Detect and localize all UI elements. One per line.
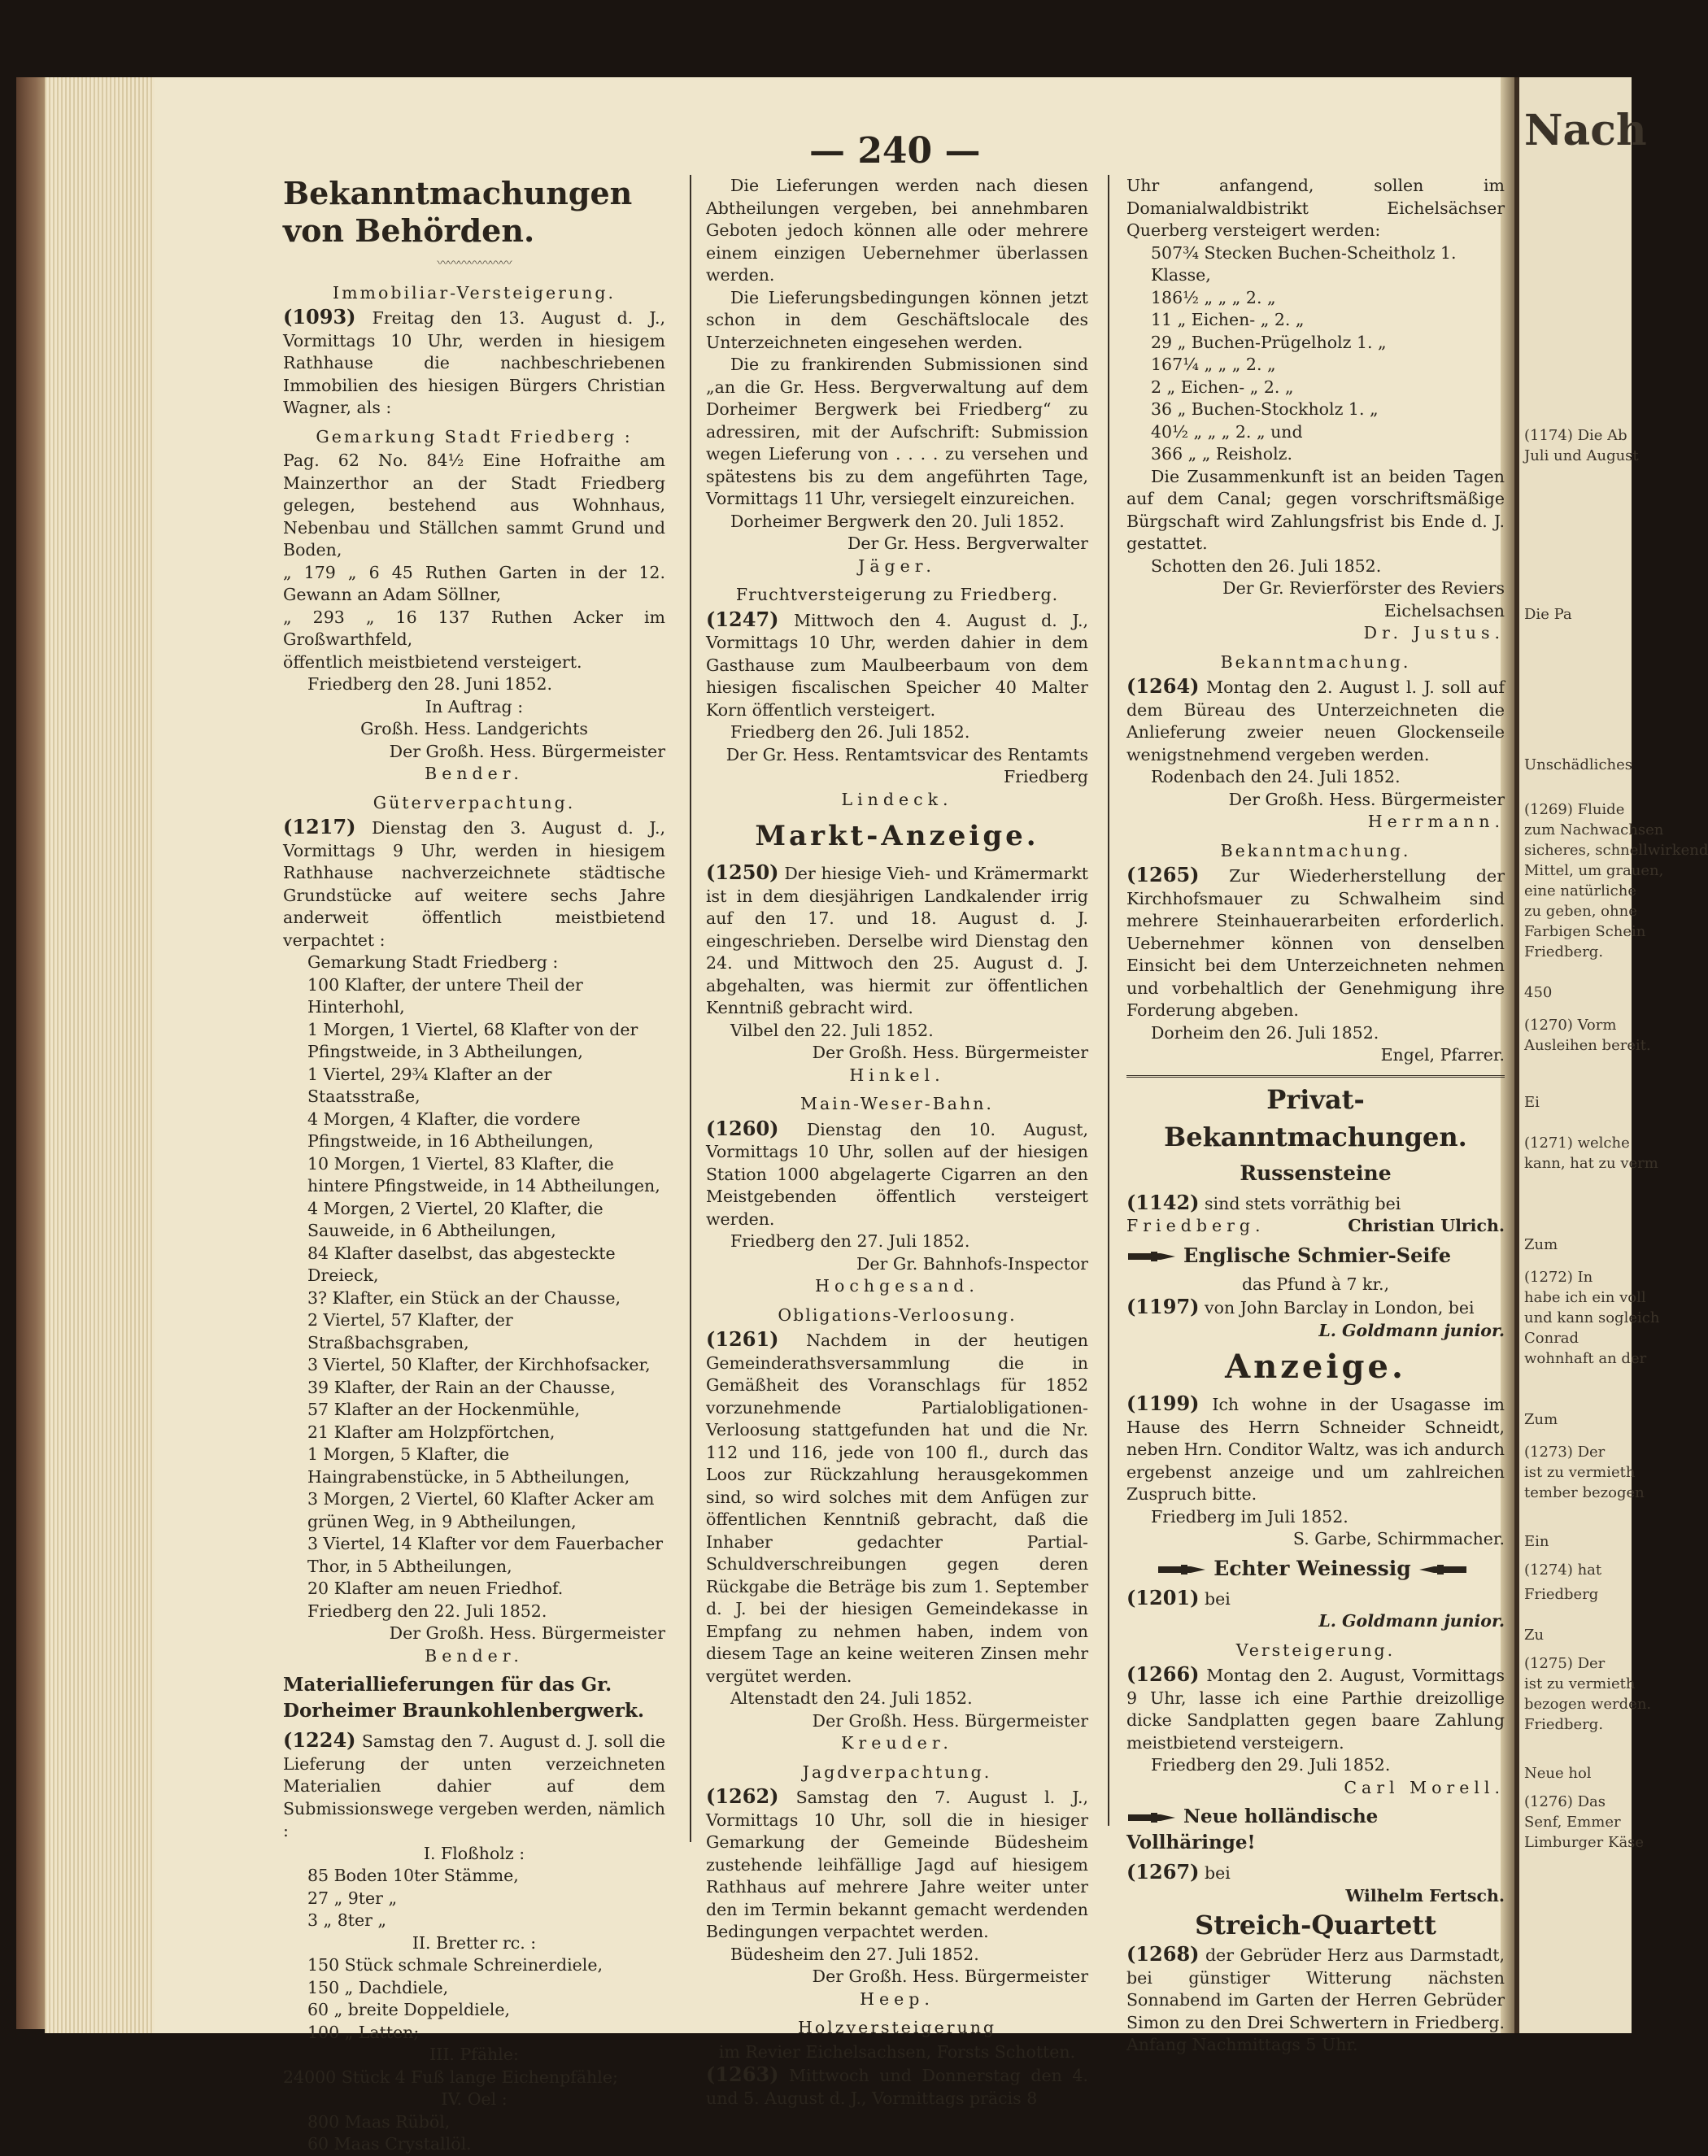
list-item: 57 Klafter an der Hockenmühle, [307,1400,580,1419]
list-item: 1 Morgen, 5 Klafter, die Haingrabenstücke, in 5 Abtheilungen, [307,1444,630,1487]
facing-page-line: Ein [1524,1533,1549,1550]
notice-text: Samstag den 7. August d. J. soll die Lieferung der unten verzeichneten Materialien dahier auf dem Submissionswege vergeben werden, nämlich : [283,1731,665,1840]
list-item: 3 Viertel, 50 Klafter, der Kirchhofsacker, [307,1355,651,1374]
list-item: 167¼ „ „ „ 2. „ [1151,355,1276,374]
facing-page-line: (1272) In [1524,1269,1593,1286]
list-item: 40½ „ „ „ 2. „ und [1151,421,1303,442]
notice-number: (1247) [706,607,779,631]
facing-page-line: wohnhaft an der [1524,1350,1647,1367]
list-item: 150 „ Dachdiele, [307,1977,449,1997]
notice-text: Montag den 2. August l. J. soll auf dem Büreau des Unterzeichneten die Anlieferung zweier neuen Glockenseile wenigstnehmend vergeben werden. [1126,677,1505,764]
section-heading: Bekanntmachungen von Behörden. [283,175,633,249]
facing-page-line: Ausleihen bereit. [1524,1037,1651,1054]
list-heading: II. Bretter rc. : [412,1932,537,1953]
authority: Der Großh. Hess. Bürgermeister [812,1710,1088,1731]
facing-page-line: Conrad [1524,1330,1579,1347]
notice-number: (1268) [1126,1942,1200,1966]
notice-title: Markt-Anzeige. [755,820,1039,852]
notice-number: (1262) [706,1784,779,1808]
notice-number: (1224) [283,1728,356,1752]
facing-page-line: (1276) Das [1524,1793,1606,1810]
notice-text: Mittwoch und Donnerstag den 4. und 5. August d. J., Vormittags präcis 8 [706,2066,1088,2108]
facing-page-line: (1275) Der [1524,1655,1606,1672]
ornament-divider: 〰〰〰〰〰〰〰 [437,257,512,270]
list-item: 1 Morgen, 1 Viertel, 68 Klafter von der Pfingstweide, in 3 Abtheilungen, [307,1019,638,1061]
place-date: Rodenbach den 24. Juli 1852. [1151,767,1401,786]
notice-number: (1265) [1126,863,1200,886]
facing-page-line: Mittel, um grauen, [1524,862,1664,879]
ad-title: Anzeige. [1225,1348,1406,1386]
place-date: Vilbel den 22. Juli 1852. [730,1020,934,1040]
list-item: 60 Maas Crystallöl. [307,2134,472,2154]
notice-title: Main-Weser-Bahn. [800,1094,994,1113]
facing-page-line: Friedberg. [1524,943,1604,960]
ad-1201 [1126,1587,1505,1611]
ad-title: Versteigerung. [1235,1640,1396,1660]
notice-1260 [706,1117,1088,1231]
ad-1197 [1126,1296,1505,1320]
ad-text: Ich wohne in der Usagasse im Hause des Herrn Schneider Schneidt, neben Hrn. Conditor Waltz, was ich andurch ergebenst anzeige und um zahlreichen Zuspruch bitte. [1126,1395,1505,1504]
signature: Herrmann. [1367,812,1505,831]
notice-number: (1261) [706,1327,779,1351]
facing-page-line: (1270) Vorm [1524,1017,1617,1034]
place-date: Dorheimer Bergwerk den 20. Juli 1852. [730,511,1065,531]
ad-1142 [1126,1191,1505,1216]
merchant-name: Christian Ulrich. [1348,1216,1505,1235]
notice-1265 [1126,864,1505,1022]
authority: Der Gr. Hess. Rentamtsvicar des Rentamts Friedberg [725,744,1088,786]
ad-text: von John Barclay in London, bei [1205,1298,1475,1318]
facing-page-line: ist zu vermieth [1524,1464,1636,1481]
list-item: 186½ „ „ „ 2. „ [1151,287,1276,307]
facing-page-line: Neue hol [1524,1765,1592,1782]
ad-text: der Gebrüder Herz aus Darmstadt, bei günstiger Witterung nächsten Sonnabend im Garten der Herren Gebrüder Simon zu den Drei Schwertern in Friedberg. Anfang Nachmittags 5 Uhr. [1126,1945,1505,2054]
notice-title: Materiallieferungen für das Gr. Dorheimer Braunkohlenbergwerk. [283,1674,644,1722]
ad-title: Neue holländische Vollhäringe! [1126,1805,1379,1853]
list-item: 27 „ 9ter „ [307,1888,398,1908]
signature: Bender. [425,764,524,783]
column-2 [706,175,1088,2110]
facing-page-line: tember bezogen [1524,1484,1645,1501]
place-date: Friedberg. [1126,1216,1266,1235]
notice-text: Die Zusammenkunft ist an beiden Tagen auf dem Canal; gegen vorschriftsmäßige Bürgschaft wird Zahlungsfrist bis Ende d. J. gestattet. [1126,466,1505,553]
facing-page-line: zu geben, ohne [1524,903,1637,920]
list-item: 3 Viertel, 14 Klafter vor dem Fauerbacher Thor, in 5 Abtheilungen, [307,1534,664,1576]
place-date: Friedberg den 27. Juli 1852. [730,1231,970,1251]
list-item: 39 Klafter, der Rain an der Chausse, [307,1377,616,1397]
notice-1224 [283,1729,665,1843]
facing-page-line: sicheres, schnellwirkend [1524,842,1708,859]
notice-text: Der hiesige Vieh- und Krämermarkt ist in dem diesjährigen Landkalender irrig auf den 17. und 18. August d. J. eingeschrieben. Derselbe wird Dienstag den 24. und Mittwoch den 25. August d. J. abgehalten, was hiermit zur öffentlichen Kenntniß gebracht wird. [706,864,1088,1017]
place-date: Friedberg den 29. Juli 1852. [1151,1755,1391,1775]
facing-page-line: (1271) welche [1524,1135,1630,1152]
signature: Heep. [860,1988,935,2009]
notice-number: (1266) [1126,1662,1200,1686]
notice-1093 [283,306,665,420]
facing-page-line: (1274) hat [1524,1561,1602,1579]
authority: Der Gr. Hess. Bergverwalter [847,534,1088,553]
list-item: 100 Klafter, der untere Theil der Hinterhohl, [307,974,583,1017]
notice-1247 [706,608,1088,722]
facing-page-line: Zum [1524,1411,1558,1428]
notice-1262 [706,1785,1088,1944]
facing-page [1514,77,1708,2033]
gemarkung-label: Gemarkung Stadt Friedberg : [307,952,559,972]
list-item: 3? Klafter, ein Stück an der Chausse, [307,1287,621,1308]
ad-text: sind stets vorräthig bei [1205,1193,1401,1213]
ad-title-row [1126,1556,1505,1582]
notice-1250 [706,861,1088,1020]
signature: Kreuder. [841,1733,953,1753]
place-date: Schotten den 26. Juli 1852. [1151,555,1382,576]
notice-1261 [706,1328,1088,1688]
place-date: Friedberg im Juli 1852. [1151,1506,1349,1527]
facing-page-line: Friedberg. [1524,1716,1604,1733]
notice-1217 [283,816,665,952]
list-item: 21 Klafter am Holzpförtchen, [307,1422,556,1442]
notice-number: (1217) [283,815,356,838]
list-item: 507¾ Stecken Buchen-Scheitholz 1. Klasse, [1151,242,1457,285]
pointing-hand-icon [1157,1561,1207,1578]
list-item: 2 „ Eichen- „ 2. „ [1151,377,1294,397]
notice-title: Güterverpachtung. [373,792,576,812]
notice-text: Samstag den 7. August l. J., Vormittags 10 Uhr, soll die in hiesiger Gemarkung der Gemeinde Büdesheim zustehende leihfällige Jagd auf hiesigem Rathhaus auf mehrere Jahre weiter unter den im Termin bekannt gemacht werdenden Bedingungen verpachtet werden. [706,1788,1088,1941]
notice-1263 [706,2063,1088,2110]
ad-1267 [1126,1861,1505,1885]
pointing-hand-icon [1126,1810,1177,1826]
notice-title: Jagdverpachtung. [802,1762,992,1782]
notice-number: (1199) [1126,1392,1200,1415]
section-heading: Privat-Bekanntmachungen. [1164,1083,1467,1152]
place-date: Friedberg den 28. Juni 1852. [307,674,553,694]
list-item: 4 Morgen, 2 Viertel, 20 Klafter, die Sauweide, in 6 Abtheilungen, [307,1198,603,1240]
list-item: 4 Morgen, 4 Klafter, die vordere Pfingstweide, in 16 Abtheilungen, [307,1108,594,1151]
merchant-name: L. Goldmann junior. [1318,1611,1505,1631]
signature: Bender. [425,1645,524,1666]
facing-page-line: Ei [1524,1094,1540,1111]
authority: Großh. Hess. Landgerichts [360,719,588,738]
list-item: 150 Stück schmale Schreinerdiele, [307,1955,603,1975]
notice-number: (1260) [706,1116,779,1140]
signature: Lindeck. [841,789,953,809]
list-item: 60 „ breite Doppeldiele, [307,2000,510,2019]
ad-text: Montag den 2. August, Vormittags 9 Uhr, lasse ich eine Parthie dreizollige dicke Sandplatten gegen baare Zahlung meistbietend versteigern. [1126,1666,1505,1753]
list-item: 29 „ Buchen-Prügelholz 1. „ [1151,332,1387,352]
ad-title: Echter Weinessig [1213,1556,1411,1580]
notice-number: (1201) [1126,1585,1200,1609]
facing-page-line: habe ich ein voll [1524,1289,1646,1306]
notice-number: (1267) [1126,1860,1200,1884]
list-item: 1 Viertel, 29¾ Klafter an der Staatsstraße, [307,1064,552,1106]
merchant-name: L. Goldmann junior. [1318,1320,1505,1340]
facing-page-line: (1269) Fluide [1524,801,1625,818]
facing-page-line: ist zu vermieth [1524,1675,1636,1692]
facing-page-line: Juli und August [1524,447,1639,464]
signature: Hinkel. [849,1065,945,1085]
place-date: Dorheim den 26. Juli 1852. [1151,1022,1379,1043]
facing-page-line: 450 [1524,984,1553,1001]
ad-1268 [1126,1943,1505,2057]
notice-title: Holzversteigerung [797,2018,997,2037]
list-item: 10 Morgen, 1 Viertel, 83 Klafter, die hintere Pfingstweide, in 14 Abtheilungen, [307,1153,660,1196]
notice-text: Zur Wiederherstellung der Kirchhofsmauer zu Schwalheim sind mehrere Steinhauerarbeiten erforderlich. Uebernehmer können von denselben Einsicht bei dem Unterzeichneten nehmen und vorbehaltlich der Genehmigung ihre Forderung abgeben. [1126,866,1505,1020]
facing-page-line: und kann sogleich [1524,1309,1660,1326]
facing-page-line: bezogen werden. [1524,1696,1652,1713]
list-item: 366 „ „ Reisholz. [1151,444,1292,464]
merchant-name: Wilhelm Fertsch. [1345,1885,1505,1906]
notice-text: Dienstag den 10. August, Vormittags 10 Uhr, sollen auf der hiesigen Station 1000 abgelagerte Cigarren an den Meistgebenden öffentlich versteigert werden. [706,1119,1088,1229]
list-item: „ 179 „ 6 45 Ruthen Garten in der 12. Gewann an Adam Söllner, [283,562,665,604]
ad-title-row [1126,1243,1505,1269]
notice-title: Bekanntmachung. [1220,651,1411,672]
authority: Der Großh. Hess. Bürgermeister [812,1043,1088,1062]
facing-page-line: Friedberg [1524,1586,1599,1603]
facing-page-line: (1174) Die Ab [1524,427,1627,444]
list-item: 36 „ Buchen-Stockholz 1. „ [1151,399,1379,419]
place-date: Friedberg den 26. Juli 1852. [730,722,970,742]
ad-title-row [1126,1804,1505,1856]
notice-text: Freitag den 13. August d. J., Vormittags 10 Uhr, werden in hiesigem Rathhause die nachbeschriebenen Immobilien des hiesigen Bürgers Christian Wagner, als : [283,308,665,417]
list-item: 20 Klafter am neuen Friedhof. [307,1579,564,1598]
notice-text: Mittwoch den 4. August d. J., Vormittags 10 Uhr, werden dahier in dem Gasthause zum Maulbeerbaum von dem hiesigen fiscalischen Speicher 40 Malter Korn öffentlich versteigert. [706,610,1088,720]
column-rule-2 [1108,175,1109,1826]
notice-text: Dienstag den 3. August d. J., Vormittags 9 Uhr, werden in hiesigem Rathhause nachverzeichnete städtische Grundstücke auf weitere sechs Jahre anderweit öffentlich meistbietend verpachtet : [283,818,665,950]
facing-page-line: (1273) Der [1524,1444,1606,1461]
authority: Der Großh. Hess. Bürgermeister [389,741,665,761]
column-1 [283,175,665,2156]
signature: Engel, Pfarrer. [1380,1045,1505,1065]
notice-text: öffentlich meistbietend versteigert. [283,651,582,672]
place-date: Friedberg den 22. Juli 1852. [307,1601,547,1621]
pointing-hand-icon [1418,1561,1468,1578]
facing-page-line: Unschädliches [1524,756,1633,773]
list-item: 24000 Stück 4 Fuß lange Eichenpfähle; [283,2067,618,2087]
authority: Der Großh. Hess. Bürgermeister [1228,789,1505,809]
place-date: Altenstadt den 24. Juli 1852. [730,1688,973,1708]
list-heading: I. Floßholz : [423,1843,525,1863]
ad-title: Englische Schmier-Seife [1183,1243,1452,1267]
notice-number: (1264) [1126,674,1200,698]
notice-title: Obligations-Verloosung. [778,1304,1017,1325]
list-item: 100 „ Latten; [307,2022,420,2042]
list-item: 85 Boden 10ter Stämme, [307,1866,519,1885]
notice-subtitle: im Revier Eichelsachsen, Forsts Schotten. [718,2041,1076,2062]
authority: Der Großh. Hess. Bürgermeister [812,1967,1088,1986]
notice-number: (1197) [1126,1295,1200,1318]
signature: Dr. Justus. [1363,623,1505,642]
facing-page-line: Farbigen Schein [1524,923,1646,940]
ad-1266 [1126,1663,1505,1754]
ad-title: Streich-Quartett [1195,1910,1436,1940]
notice-text: Die Lieferungen werden nach diesen Abtheilungen vergeben, bei annehmbaren Geboten jedoch können alle oder mehrere einem einzigen Uebernehmer überlassen werden. [706,176,1088,285]
list-heading: III. Pfähle: [429,2045,519,2064]
column-rule-1 [690,175,691,1842]
facing-page-line: Limburger Käse [1524,1834,1645,1851]
gemarkung-label: Gemarkung Stadt Friedberg : [316,426,633,446]
ad-text: bei [1205,1863,1231,1883]
facing-page-line: Nach [1524,106,1647,155]
notice-text: Die zu frankirenden Submissionen sind „an die Gr. Hess. Bergverwaltung auf dem Dorheimer Bergwerk bei Friedberg“ zu adressiren, mit der Aufschrift: Submission wegen Lieferung von . . . . zu versehen und spätestens bis zu dem angeführten Tage, Vormittags 11 Uhr, versiegelt einzureichen. [706,355,1088,508]
list-item: 11 „ Eichen- „ 2. „ [1151,310,1305,329]
ad-title: Russensteine [1240,1161,1392,1185]
notice-text: Nachdem in der heutigen Gemeinderathsversammlung die in Gemäßheit des Voranschlags für 1852 vorzunehmende Partialobligationen-Verloosung stattgefunden hat und die Nr. 112 und 116, jede von 100 fl., durch das Loos zur Rückzahlung herausgekommen sind, so wird solches mit dem Anfügen zur öffentlichen Kenntniß gebracht, daß die Inhaber gedachter Partial-Schuldverschreibungen gegen deren Rückgabe die Beträge bis zum 1. September d. J. bei der hiesigen Gemeindekasse in Empfang zu nehmen haben, indem von diesem Tage an keine weiteren Zinsen mehr vergütet werden. [706,1331,1088,1686]
facing-page-line: Zu [1524,1627,1545,1644]
list-item: 3 „ 8ter „ [307,1910,387,1930]
notice-title: Bekanntmachung. [1220,840,1411,860]
facing-page-line: Zum [1524,1236,1558,1253]
signature: Hochgesand. [815,1276,979,1296]
notice-title: Immobiliar-Versteigerung. [333,282,616,303]
ad-footer [1126,1215,1505,1238]
notice-number: (1250) [706,860,779,884]
facing-page-line: zum Nachwachsen [1524,821,1664,838]
authority: Der Großh. Hess. Bürgermeister [389,1623,665,1643]
facing-page-line: kann, hat zu verm [1524,1155,1658,1172]
list-item: Pag. 62 No. 84½ Eine Hofraithe am Mainzerthor an der Stadt Friedberg gelegen, bestehend aus Wohnhaus, Nebenbau und Ställchen sammt Grund und Boden, [283,451,665,560]
list-item: 2 Viertel, 57 Klafter, der Straßbachsgraben, [307,1310,513,1352]
divider [1126,1075,1505,1078]
authority: In Auftrag : [425,696,524,716]
ad-text: bei [1205,1588,1231,1609]
notice-number: (1093) [283,305,356,329]
page-number: — 240 — [809,130,981,172]
authority: Der Gr. Bahnhofs-Inspector [856,1253,1088,1274]
facing-page-line: Senf, Emmer [1524,1814,1621,1831]
notice-number: (1142) [1126,1190,1200,1214]
ad-1199 [1126,1392,1505,1506]
list-item: 3 Morgen, 2 Viertel, 60 Klafter Acker am grünen Weg, in 9 Abtheilungen, [307,1489,655,1531]
authority: Der Gr. Revierförster des Reviers Eichelsachsen [1222,578,1505,621]
notice-1264 [1126,675,1505,766]
list-item: 84 Klafter daselbst, das abgesteckte Dreieck, [307,1243,616,1285]
ad-price: das Pfund à 7 kr., [1241,1274,1390,1294]
place-date: Büdesheim den 27. Juli 1852. [730,1944,979,1964]
notice-title: Fruchtversteigerung zu Friedberg. [735,585,1059,604]
list-heading: IV. Oel : [441,2089,508,2109]
merchant-name: Carl Morell. [1344,1777,1505,1797]
list-item: 800 Maas Rüböl, [307,2111,451,2132]
merchant-name: S. Garbe, Schirmmacher. [1292,1529,1505,1548]
facing-page-line: eine natürliche [1524,882,1636,899]
notice-text: Die Lieferungsbedingungen können jetzt schon in dem Geschäftslocale des Unterzeichneten eingesehen werden. [706,287,1088,352]
notice-text: Uhr anfangend, sollen im Domanialwaldbistrikt Eichelsächser Querberg versteigert werden: [1126,176,1505,240]
signature: Jäger. [858,555,936,576]
pointing-hand-icon [1126,1248,1177,1265]
list-item: „ 293 „ 16 137 Ruthen Acker im Großwarthfeld, [283,607,665,649]
facing-page-line: Die Pa [1524,606,1572,623]
column-3 [1126,175,1505,2057]
notice-number: (1263) [706,2062,779,2086]
